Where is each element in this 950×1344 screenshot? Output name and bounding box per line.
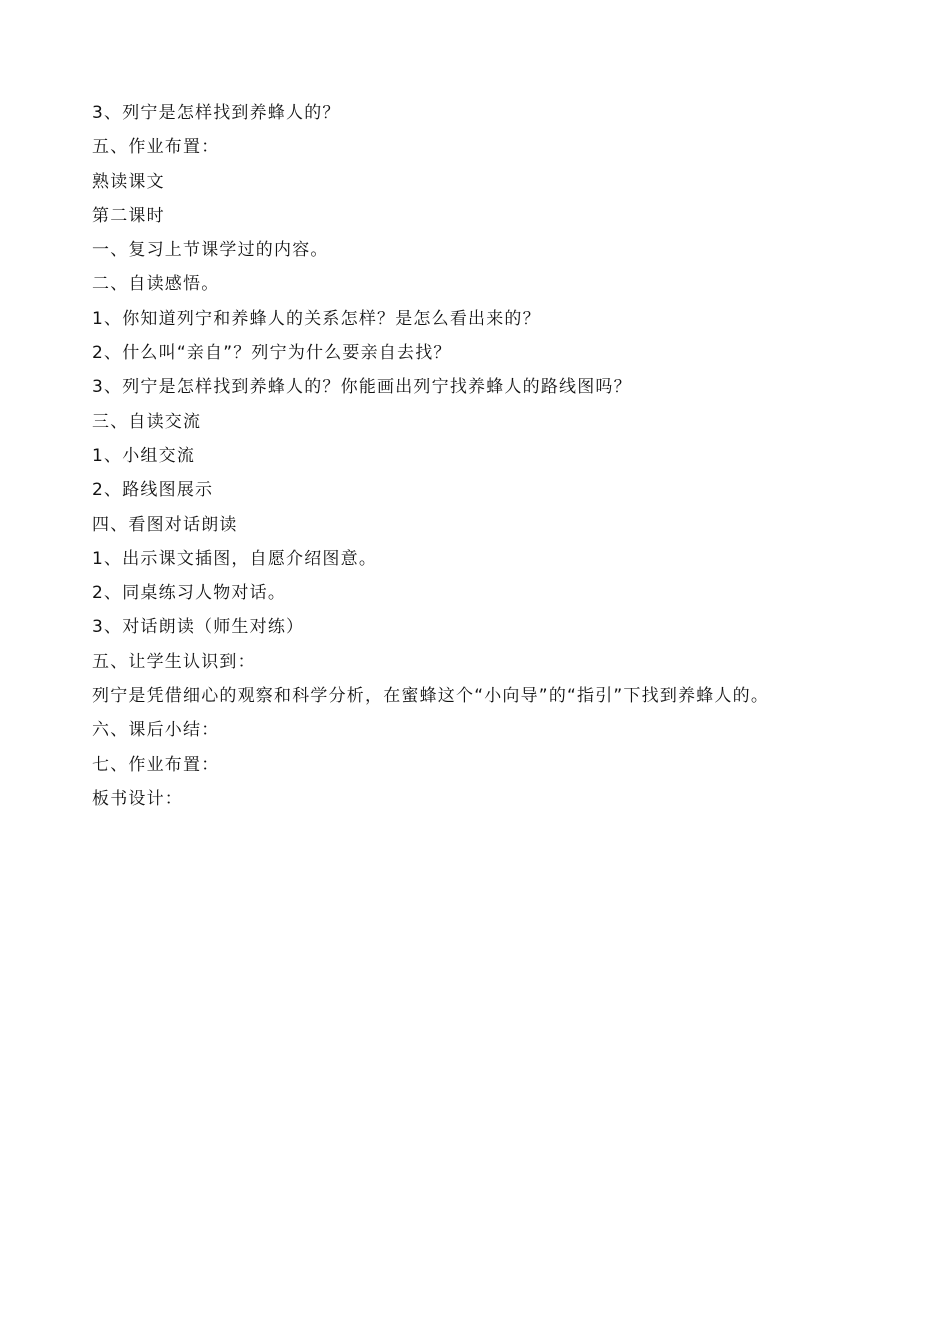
section-4-dialogue-reading: 四、看图对话朗读 — [92, 514, 238, 535]
homework-read-text: 熟读课文 — [92, 171, 165, 192]
item-1-show-illustration: 1、出示课文插图，自愿介绍图意。 — [92, 548, 378, 569]
document-body — [92, 96, 892, 816]
question-3-route-map: 3、列宁是怎样找到养蜂人的？你能画出列宁找养蜂人的路线图吗？ — [92, 377, 632, 398]
second-lesson-heading: 第二课时 — [92, 205, 165, 226]
question-3-how-lenin-found-beekeeper: 3、列宁是怎样找到养蜂人的？ — [92, 103, 341, 123]
realization-text: 列宁是凭借细心的观察和科学分析，在蜜蜂这个“小向导”的“指引”下找到养蜂人的。 — [92, 686, 770, 707]
section-6-summary: 六、课后小结： — [92, 720, 220, 741]
blackboard-design: 板书设计： — [92, 788, 183, 809]
section-5-homework-heading: 五、作业布置： — [92, 137, 220, 158]
section-7-homework: 七、作业布置： — [92, 754, 220, 775]
item-3-dialogue-reading: 3、对话朗读（师生对练） — [92, 617, 305, 638]
section-2-self-reading: 二、自读感悟。 — [92, 274, 220, 295]
section-5-realization: 五、让学生认识到： — [92, 651, 256, 672]
item-2-desk-mate-practice: 2、同桌练习人物对话。 — [92, 583, 287, 604]
item-1-group-exchange: 1、小组交流 — [92, 445, 196, 466]
section-3-exchange: 三、自读交流 — [92, 411, 202, 432]
section-1-review: 一、复习上节课学过的内容。 — [92, 240, 329, 261]
item-2-route-display: 2、路线图展示 — [92, 480, 214, 501]
question-1-relationship: 1、你知道列宁和养蜂人的关系怎样？是怎么看出来的？ — [92, 308, 541, 329]
question-2-in-person: 2、什么叫“亲自”？列宁为什么要亲自去找？ — [92, 343, 452, 364]
